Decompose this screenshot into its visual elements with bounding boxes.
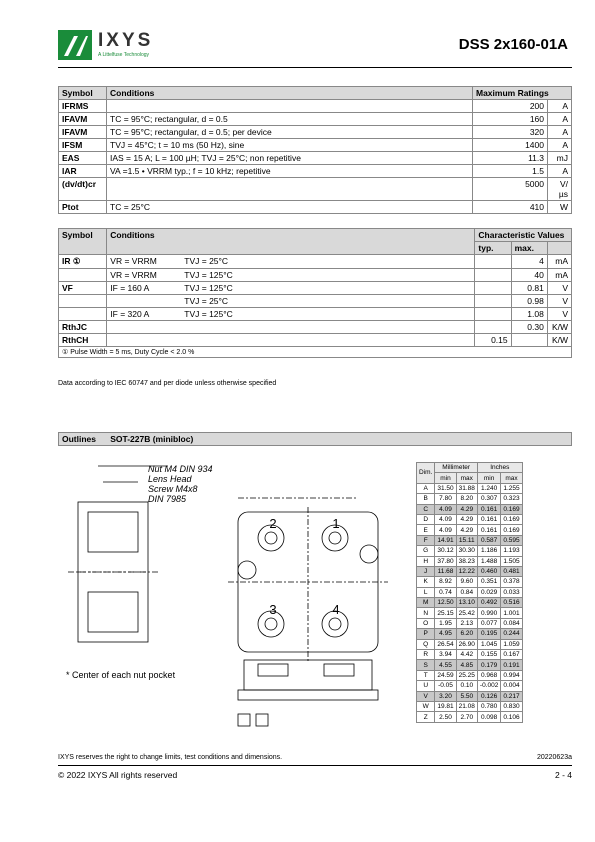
unit-cell: V (547, 282, 571, 295)
conditions-cell (107, 282, 475, 295)
dim-row (417, 494, 523, 504)
max-row (59, 113, 572, 126)
tvj-text: TVJ = 125°C (184, 309, 233, 319)
symbol-cell: EAS (59, 152, 107, 165)
dim-cell: 0.169 (501, 525, 522, 535)
symbol-cell (59, 308, 107, 321)
dim-row (417, 546, 523, 556)
char-row (59, 334, 572, 347)
conditions-cell (107, 269, 475, 282)
dim-cell: N (417, 608, 435, 618)
conditions-cell: TC = 25°C (107, 201, 473, 214)
value-cell: 1400 (473, 139, 548, 152)
unit-cell: A (548, 165, 572, 178)
footnote-row (59, 347, 572, 358)
max-cell: 0.98 (511, 295, 547, 308)
package-drawing (58, 452, 414, 748)
dim-cell: 0.968 (477, 670, 500, 680)
dim-cell: U (417, 681, 435, 691)
dim-row (417, 598, 523, 608)
dim-cell: 4.09 (435, 504, 456, 514)
typ-cell: 0.15 (475, 334, 511, 347)
col-conditions: Conditions (107, 87, 473, 100)
condition-text: VR = VRRM (110, 256, 157, 266)
outlines-label: Outlines (62, 434, 97, 444)
dim-col-inches: Inches (477, 463, 522, 473)
dim-cell: 0.830 (501, 701, 522, 711)
dim-cell: 0.077 (477, 618, 500, 628)
dim-cell: 0.244 (501, 629, 522, 639)
tvj-text: TVJ = 125°C (184, 283, 233, 293)
dim-cell: 38.23 (456, 556, 477, 566)
max-cell: 0.30 (511, 321, 547, 334)
conditions-cell (107, 334, 475, 347)
dim-cell: 0.994 (501, 670, 522, 680)
dim-cell: 0.033 (501, 587, 522, 597)
dim-cell: 4.29 (456, 504, 477, 514)
symbol-cell: IFAVM (59, 126, 107, 139)
dim-cell: 19.81 (435, 701, 456, 711)
dim-cell: O (417, 618, 435, 628)
page-header (58, 26, 572, 68)
symbol-cell: IFSM (59, 139, 107, 152)
dim-cell: 6.20 (456, 629, 477, 639)
max-ratings-table (58, 86, 572, 214)
dim-row (417, 670, 523, 680)
dim-cell: F (417, 535, 435, 545)
dim-cell: 1.045 (477, 639, 500, 649)
dim-cell: 0.595 (501, 535, 522, 545)
dim-cell: 2.70 (456, 712, 477, 722)
dim-cell: 12.22 (456, 566, 477, 576)
symbol-cell: IFAVM (59, 113, 107, 126)
dim-cell: 30.30 (456, 546, 477, 556)
unit-cell: mA (547, 255, 571, 269)
dim-cell: 0.169 (501, 504, 522, 514)
dim-cell: 31.50 (435, 483, 456, 493)
conditions-cell (107, 308, 475, 321)
dim-col-dim: Dim. (417, 463, 435, 484)
dim-cell: 4.09 (435, 514, 456, 524)
unit-cell: A (548, 139, 572, 152)
max-row (59, 178, 572, 201)
dim-cell: V (417, 691, 435, 701)
value-cell: 11.3 (473, 152, 548, 165)
unit-cell: mJ (548, 152, 572, 165)
symbol-cell: Ptot (59, 201, 107, 214)
symbol-cell: RthCH (59, 334, 107, 347)
dim-cell: 0.084 (501, 618, 522, 628)
dim-cell: L (417, 587, 435, 597)
max-cell: 1.08 (511, 308, 547, 321)
condition-text: IF = 320 A (110, 309, 150, 319)
dim-row (417, 525, 523, 535)
svg-text:Nut M4 DIN 934: Nut M4 DIN 934 (148, 464, 213, 474)
dim-row (417, 483, 523, 493)
dim-cell: 26.90 (456, 639, 477, 649)
dim-cell: 11.68 (435, 566, 456, 576)
dim-cell: -0.05 (435, 681, 456, 691)
dim-cell: 0.492 (477, 598, 500, 608)
dim-row (417, 681, 523, 691)
max-row (59, 139, 572, 152)
pin-label: 2 (269, 516, 277, 531)
sub-max: max (501, 473, 522, 483)
dim-cell: 24.59 (435, 670, 456, 680)
conditions-cell: TC = 95°C; rectangular, d = 0.5; per device (107, 126, 473, 139)
svg-text:DIN 7985: DIN 7985 (148, 494, 187, 504)
char-row (59, 321, 572, 334)
dim-cell: 0.378 (501, 577, 522, 587)
typ-cell (475, 321, 511, 334)
dim-cell: 1.186 (477, 546, 500, 556)
dim-row (417, 608, 523, 618)
dim-cell: C (417, 504, 435, 514)
dim-cell: 3.20 (435, 691, 456, 701)
symbol-cell: VF (59, 282, 107, 295)
col-typ: typ. (475, 242, 511, 255)
dim-cell: 1.240 (477, 483, 500, 493)
col-max-ratings: Maximum Ratings (473, 87, 572, 100)
sub-max: max (456, 473, 477, 483)
unit-cell: K/W (547, 321, 571, 334)
dim-cell: 0.161 (477, 514, 500, 524)
max-row (59, 165, 572, 178)
dim-cell: 25.25 (456, 670, 477, 680)
dim-cell: 0.587 (477, 535, 500, 545)
ixys-logo-icon (58, 30, 92, 60)
tvj-text: TVJ = 25°C (184, 256, 229, 266)
dim-cell: W (417, 701, 435, 711)
dim-cell: M (417, 598, 435, 608)
value-cell: 5000 (473, 178, 548, 201)
footer-code: 20220623a (536, 754, 572, 761)
symbol-cell (59, 295, 107, 308)
dim-cell: 8.20 (456, 494, 477, 504)
max-row (59, 126, 572, 139)
dim-cell: 0.161 (477, 525, 500, 535)
symbol-cell: (dv/dt)cr (59, 178, 107, 201)
symbol-cell: IAR (59, 165, 107, 178)
dim-cell: K (417, 577, 435, 587)
dim-cell: H (417, 556, 435, 566)
dim-cell: 0.191 (501, 660, 522, 670)
dim-cell: 0.155 (477, 650, 500, 660)
max-row (59, 152, 572, 165)
dim-cell: 4.29 (456, 525, 477, 535)
unit-cell: V/µs (548, 178, 572, 201)
dim-cell: -0.002 (477, 681, 500, 691)
dim-row (417, 639, 523, 649)
conditions-cell (107, 100, 473, 113)
brand-subtitle: A Littelfuse Technology (98, 52, 150, 58)
unit-cell: mA (547, 269, 571, 282)
char-row (59, 295, 572, 308)
dim-cell: 0.74 (435, 587, 456, 597)
symbol-cell: IFRMS (59, 100, 107, 113)
dim-row (417, 660, 523, 670)
dim-cell: 0.106 (501, 712, 522, 722)
dim-cell: 7.80 (435, 494, 456, 504)
tvj-text: TVJ = 25°C (184, 296, 229, 306)
dim-cell: 0.029 (477, 587, 500, 597)
max-cell: 4 (511, 255, 547, 269)
copyright: © 2022 IXYS All rights reserved (58, 770, 178, 780)
dim-cell: 1.255 (501, 483, 522, 493)
typ-cell (475, 308, 511, 321)
dim-row (417, 691, 523, 701)
dim-cell: 0.098 (477, 712, 500, 722)
col-conditions: Conditions (107, 229, 475, 255)
max-cell (511, 334, 547, 347)
dim-row (417, 566, 523, 576)
conditions-cell (107, 295, 475, 308)
dimensions-table (416, 462, 523, 723)
dim-cell: 1.059 (501, 639, 522, 649)
max-row (59, 201, 572, 214)
dim-cell: 14.91 (435, 535, 456, 545)
dim-cell: D (417, 514, 435, 524)
col-char-values: Characteristic Values (475, 229, 572, 242)
dim-row (417, 701, 523, 711)
dim-cell: 1.505 (501, 556, 522, 566)
condition-text: VR = VRRM (110, 270, 157, 280)
typ-cell (475, 269, 511, 282)
col-symbol: Symbol (59, 229, 107, 255)
dim-cell: 25.15 (435, 608, 456, 618)
conditions-cell: IAS = 15 A; L = 100 µH; TVJ = 25°C; non repetitive (107, 152, 473, 165)
footnote: ① Pulse Width = 5 ms, Duty Cycle < 2.0 % (59, 347, 572, 358)
svg-text:Lens Head: Lens Head (148, 474, 192, 484)
symbol-cell (59, 269, 107, 282)
pin-label: 4 (332, 602, 340, 617)
dim-cell: 26.54 (435, 639, 456, 649)
dim-row (417, 650, 523, 660)
dim-cell: S (417, 660, 435, 670)
char-row (59, 282, 572, 295)
page-number: 2 - 4 (554, 770, 572, 780)
pin-label: 1 (332, 516, 340, 531)
dim-cell: 0.004 (501, 681, 522, 691)
unit-cell: A (548, 126, 572, 139)
value-cell: 160 (473, 113, 548, 126)
dim-cell: 0.195 (477, 629, 500, 639)
max-row (59, 100, 572, 113)
svg-text:Screw M4x8: Screw M4x8 (148, 484, 198, 494)
dim-cell: 0.351 (477, 577, 500, 587)
dim-cell: 4.29 (456, 514, 477, 524)
dim-cell: 2.13 (456, 618, 477, 628)
dim-row (417, 618, 523, 628)
dim-cell: 1.193 (501, 546, 522, 556)
dim-cell: 0.516 (501, 598, 522, 608)
dim-cell: 1.488 (477, 556, 500, 566)
col-symbol: Symbol (59, 87, 107, 100)
conditions-cell: TC = 95°C; rectangular, d = 0.5 (107, 113, 473, 126)
symbol-cell: IR ① (59, 255, 107, 269)
value-cell: 200 (473, 100, 548, 113)
condition-text: IF = 160 A (110, 283, 150, 293)
dim-cell: 0.167 (501, 650, 522, 660)
dim-cell: 9.60 (456, 577, 477, 587)
unit-cell: V (547, 295, 571, 308)
conditions-cell (107, 255, 475, 269)
tvj-text: TVJ = 125°C (184, 270, 233, 280)
unit-cell: W (548, 201, 572, 214)
dim-cell: J (417, 566, 435, 576)
dim-cell: 12.50 (435, 598, 456, 608)
dim-cell: R (417, 650, 435, 660)
dim-cell: 0.179 (477, 660, 500, 670)
conditions-cell (107, 178, 473, 201)
dim-cell: 3.94 (435, 650, 456, 660)
dim-cell: B (417, 494, 435, 504)
dim-row (417, 629, 523, 639)
dim-cell: 0.460 (477, 566, 500, 576)
dim-cell: 0.990 (477, 608, 500, 618)
dim-cell: 4.09 (435, 525, 456, 535)
col-max: max. (511, 242, 547, 255)
value-cell: 410 (473, 201, 548, 214)
sub-min: min (435, 473, 456, 483)
outlines-header (58, 432, 572, 446)
dim-cell: 31.88 (456, 483, 477, 493)
dim-cell: 5.50 (456, 691, 477, 701)
dim-cell: 0.126 (477, 691, 500, 701)
footer-reserve: IXYS reserves the right to change limits, test conditions and dimensions. (58, 754, 283, 761)
svg-text:* Center of each nut pocket: * Center of each nut pocket (66, 670, 176, 680)
dim-cell: 15.11 (456, 535, 477, 545)
dim-row (417, 514, 523, 524)
pin-label: 3 (269, 602, 277, 617)
dim-row (417, 556, 523, 566)
brand-name: IXYS (98, 30, 154, 51)
dim-col-mm: Millimeter (435, 463, 478, 473)
unit-cell: V (547, 308, 571, 321)
dim-cell: 1.95 (435, 618, 456, 628)
value-cell: 1.5 (473, 165, 548, 178)
dim-row (417, 587, 523, 597)
char-row (59, 255, 572, 269)
max-cell: 40 (511, 269, 547, 282)
dim-cell: 37.80 (435, 556, 456, 566)
conditions-cell (107, 321, 475, 334)
dim-row (417, 535, 523, 545)
package-name: SOT-227B (minibloc) (110, 434, 194, 444)
dim-cell: 1.001 (501, 608, 522, 618)
dim-cell: 0.217 (501, 691, 522, 701)
char-row (59, 308, 572, 321)
dim-cell: Q (417, 639, 435, 649)
dim-cell: 0.780 (477, 701, 500, 711)
sub-min: min (477, 473, 500, 483)
char-row (59, 269, 572, 282)
dim-cell: 30.12 (435, 546, 456, 556)
unit-cell: A (548, 113, 572, 126)
typ-cell (475, 295, 511, 308)
dim-cell: 4.55 (435, 660, 456, 670)
dim-cell: 0.10 (456, 681, 477, 691)
dim-cell: 0.323 (501, 494, 522, 504)
dim-cell: 4.42 (456, 650, 477, 660)
dim-cell: 0.84 (456, 587, 477, 597)
dim-cell: 8.92 (435, 577, 456, 587)
dim-cell: 4.85 (456, 660, 477, 670)
dim-cell: 21.08 (456, 701, 477, 711)
symbol-cell: RthJC (59, 321, 107, 334)
dim-cell: 4.95 (435, 629, 456, 639)
dim-row (417, 504, 523, 514)
dim-cell: T (417, 670, 435, 680)
max-cell: 0.81 (511, 282, 547, 295)
typ-cell (475, 282, 511, 295)
dim-cell: 25.42 (456, 608, 477, 618)
dim-row (417, 577, 523, 587)
dim-cell: 13.10 (456, 598, 477, 608)
unit-cell: K/W (547, 334, 571, 347)
conditions-cell: TVJ = 45°C; t = 10 ms (50 Hz), sine (107, 139, 473, 152)
dim-cell: A (417, 483, 435, 493)
dim-cell: 0.307 (477, 494, 500, 504)
value-cell: 320 (473, 126, 548, 139)
dim-row (417, 712, 523, 722)
dim-cell: 0.161 (477, 504, 500, 514)
dim-cell: G (417, 546, 435, 556)
dim-cell: 0.481 (501, 566, 522, 576)
dim-cell: P (417, 629, 435, 639)
typ-cell (475, 255, 511, 269)
dim-cell: Z (417, 712, 435, 722)
dim-cell: 0.169 (501, 514, 522, 524)
conditions-cell: VA =1.5 • VRRM typ.; f = 10 kHz; repetitive (107, 165, 473, 178)
note-text: Data according to IEC 60747 and per diode unless otherwise specified (58, 380, 277, 387)
unit-cell: A (548, 100, 572, 113)
dim-cell: 2.50 (435, 712, 456, 722)
characteristics-table (58, 228, 572, 358)
part-number: DSS 2x160-01A (458, 36, 568, 53)
dim-cell: E (417, 525, 435, 535)
